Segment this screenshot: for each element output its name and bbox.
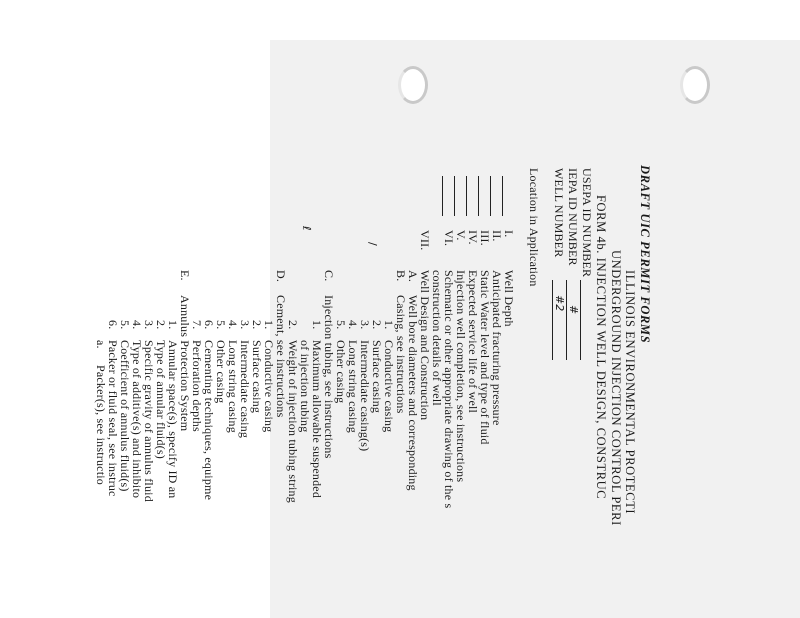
well-number-label: WELL NUMBER xyxy=(552,168,566,258)
section-number: VII. xyxy=(418,230,432,251)
item-number: 3. xyxy=(238,320,252,330)
section-text: Well Depth xyxy=(502,270,516,327)
location-blank xyxy=(454,176,455,216)
item-text: Packer or fluid seal, see instruc xyxy=(106,340,120,497)
usepa-id-label: USEPA ID NUMBER xyxy=(580,168,594,278)
part-text: Injection tubing, see instructions xyxy=(322,295,336,459)
location-blank xyxy=(442,176,443,216)
location-blank xyxy=(478,176,479,216)
item-text: Intermediate casing xyxy=(238,340,252,439)
item-number: 7. xyxy=(190,320,204,330)
part-letter: B. xyxy=(394,270,408,282)
item-number: 2. xyxy=(286,320,300,330)
item-number: 2. xyxy=(154,320,168,330)
item-number: a. xyxy=(94,340,108,349)
item-number: 1. xyxy=(166,320,180,330)
part-text: Casing, see instructions xyxy=(394,295,408,414)
location-blank xyxy=(490,176,491,216)
item-text: Other casing xyxy=(334,340,348,404)
section-text: construction details of well xyxy=(430,270,444,406)
item-number: 2. xyxy=(370,320,384,330)
well-number-blank xyxy=(552,280,553,360)
section-number: II. xyxy=(490,230,504,242)
iepa-id-value: # xyxy=(567,305,580,315)
iepa-id-blank xyxy=(566,280,567,360)
location-blank xyxy=(466,176,467,216)
part-letter: D. xyxy=(274,270,288,283)
item-text: Conductive casing xyxy=(262,340,276,433)
well-number-value: #2 xyxy=(553,295,566,312)
item-text: Weight of injection tubing string xyxy=(286,340,300,503)
rotated-form-page xyxy=(94,130,665,610)
part-text: Cement, see instructions xyxy=(274,295,288,418)
item-text: Type of additive(s) and inhibito xyxy=(130,340,144,499)
item-number: 1. xyxy=(310,320,324,330)
item-number: 3. xyxy=(358,320,372,330)
item-text: Type of annular fluid(s) xyxy=(154,340,168,459)
item-text: Surface casing xyxy=(370,340,384,414)
item-text: Cementing techniques, equipme xyxy=(202,340,216,501)
margin-scribble-mark: ℓ xyxy=(300,226,313,231)
item-number: 4. xyxy=(346,320,360,330)
item-number: 1. xyxy=(382,320,396,330)
item-number: 1. xyxy=(262,320,276,330)
location-label: Location in Application xyxy=(527,168,541,287)
draft-heading: DRAFT UIC PERMIT FORMS xyxy=(638,165,652,344)
item-number: 5. xyxy=(334,320,348,330)
section-number: I. xyxy=(502,230,516,238)
location-blank xyxy=(502,176,503,216)
item-text: of injection tubing xyxy=(298,340,312,433)
section-text: Static Water level and type of fluid xyxy=(478,270,492,445)
section-text: Well Design and Construction xyxy=(418,270,432,421)
section-text: Injection well completion, see instructions xyxy=(454,270,468,483)
item-number: 6. xyxy=(202,320,216,330)
agency-heading: ILLINOIS ENVIRONMENTAL PROTECTI xyxy=(623,270,637,515)
item-text: Coefficient of annulus fluid(s) xyxy=(118,340,132,492)
part-letter: C. xyxy=(322,270,336,282)
item-number: 4. xyxy=(130,320,144,330)
item-text: Conductive casing xyxy=(382,340,396,433)
item-text: Intermediate casing(s) xyxy=(358,340,372,452)
form-title: FORM 4b. INJECTION WELL DESIGN, CONSTRUC xyxy=(594,195,608,500)
section-number: VI. xyxy=(442,230,456,247)
item-number: 6. xyxy=(106,320,120,330)
section-number: III. xyxy=(478,230,492,246)
part-letter: E. xyxy=(178,270,192,281)
part-text: Annulus Protection System xyxy=(178,295,192,432)
section-text: Schematic or other appropriate drawing of the s xyxy=(442,270,456,509)
usepa-id-blank xyxy=(580,280,581,360)
item-text: Surface casing xyxy=(250,340,264,414)
item-text: Packer(s), see instructio xyxy=(94,365,108,485)
part-text: Well bore diameters and corresponding xyxy=(406,295,420,491)
item-text: Specific gravity of annulus fluid xyxy=(142,340,156,502)
item-text: Maximum allowable suspended xyxy=(310,340,324,499)
section-text: Expected service life of well xyxy=(466,270,480,414)
item-text: Perforation depths xyxy=(190,340,204,432)
binder-hole-icon xyxy=(398,66,428,104)
item-text: Long string casing xyxy=(346,340,360,433)
item-text: Long string casing xyxy=(226,340,240,433)
item-number: 4. xyxy=(226,320,240,330)
binder-hole-icon xyxy=(680,66,710,104)
part-letter: A. xyxy=(406,270,420,283)
margin-check-mark: / xyxy=(366,242,379,246)
iepa-id-label: IEPA ID NUMBER xyxy=(566,168,580,266)
item-text: Annular space(s), specify ID an xyxy=(166,340,180,499)
item-number: 3. xyxy=(142,320,156,330)
section-number: V. xyxy=(454,230,468,241)
item-number: 2. xyxy=(250,320,264,330)
item-number: 5. xyxy=(214,320,228,330)
program-heading: UNDERGROUND INJECTION CONTROL PERI xyxy=(609,250,623,526)
section-number: IV. xyxy=(466,230,480,245)
item-number: 5. xyxy=(118,320,132,330)
item-text: Other casing xyxy=(214,340,228,404)
section-text: Anticipated fracturing pressure xyxy=(490,270,504,426)
